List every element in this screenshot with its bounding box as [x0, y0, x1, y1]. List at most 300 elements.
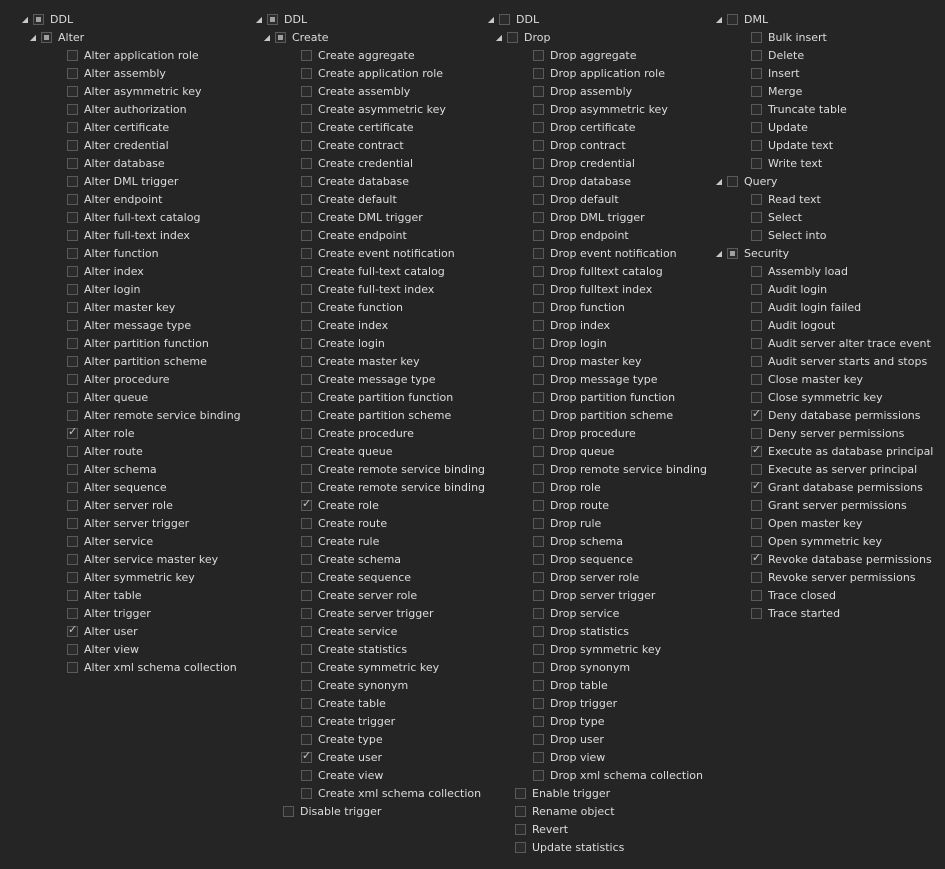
checkbox[interactable]	[751, 194, 762, 205]
tree-item[interactable]	[486, 496, 707, 514]
tree-item[interactable]	[20, 64, 241, 82]
tree-item[interactable]	[20, 640, 241, 658]
checkbox[interactable]	[727, 14, 738, 25]
checkbox[interactable]	[67, 608, 78, 619]
checkbox[interactable]	[515, 824, 526, 835]
checkbox[interactable]	[499, 14, 510, 25]
tree-item[interactable]	[486, 640, 707, 658]
tree-item[interactable]	[254, 640, 485, 658]
checkbox[interactable]	[67, 50, 78, 61]
tree-item[interactable]	[254, 550, 485, 568]
tree-item[interactable]	[486, 802, 707, 820]
checkbox[interactable]	[301, 158, 312, 169]
checkbox[interactable]	[533, 158, 544, 169]
checkbox[interactable]	[533, 248, 544, 259]
checkbox[interactable]	[533, 194, 544, 205]
tree-item[interactable]	[486, 730, 707, 748]
tree-item[interactable]	[714, 406, 933, 424]
checkbox[interactable]	[67, 500, 78, 511]
tree-item[interactable]	[254, 244, 485, 262]
checkbox[interactable]	[67, 410, 78, 421]
checkbox[interactable]	[67, 482, 78, 493]
tree-item[interactable]	[254, 316, 485, 334]
checkbox[interactable]	[533, 626, 544, 637]
tree-item[interactable]	[486, 370, 707, 388]
tree-item[interactable]	[486, 748, 707, 766]
checkbox[interactable]	[751, 212, 762, 223]
tree-item[interactable]	[486, 244, 707, 262]
tree-item[interactable]	[714, 46, 933, 64]
checkbox[interactable]	[533, 572, 544, 583]
checkbox[interactable]	[67, 374, 78, 385]
checkbox[interactable]	[301, 392, 312, 403]
tree-item[interactable]	[254, 676, 485, 694]
checkbox[interactable]	[67, 158, 78, 169]
tree-item[interactable]	[254, 532, 485, 550]
checkbox[interactable]	[515, 788, 526, 799]
tree-item[interactable]	[714, 100, 933, 118]
tree-item[interactable]	[20, 100, 241, 118]
checkbox[interactable]	[533, 770, 544, 781]
tree-item[interactable]	[714, 334, 933, 352]
checkbox[interactable]	[533, 482, 544, 493]
expand-triangle-icon[interactable]: ◢	[263, 32, 271, 42]
tree-item[interactable]	[20, 622, 241, 640]
checkbox[interactable]	[301, 230, 312, 241]
tree-item[interactable]	[254, 460, 485, 478]
tree-node-ddl[interactable]	[486, 10, 707, 28]
checkbox[interactable]	[533, 698, 544, 709]
checkbox-checked[interactable]	[67, 428, 78, 439]
tree-node-drop[interactable]	[486, 28, 707, 46]
checkbox[interactable]	[67, 122, 78, 133]
tree-item[interactable]	[20, 118, 241, 136]
tree-item[interactable]	[20, 226, 241, 244]
checkbox[interactable]	[283, 806, 294, 817]
checkbox[interactable]	[533, 212, 544, 223]
tree-item[interactable]	[20, 136, 241, 154]
tree-item[interactable]	[714, 550, 933, 568]
checkbox-checked[interactable]	[751, 410, 762, 421]
checkbox[interactable]	[533, 608, 544, 619]
tree-item[interactable]	[254, 406, 485, 424]
tree-item[interactable]	[20, 298, 241, 316]
checkbox[interactable]	[67, 446, 78, 457]
tree-item[interactable]	[254, 370, 485, 388]
expand-triangle-icon[interactable]: ◢	[715, 248, 723, 258]
tree-item[interactable]	[486, 712, 707, 730]
checkbox[interactable]	[67, 284, 78, 295]
checkbox[interactable]	[67, 662, 78, 673]
tree-item[interactable]	[254, 208, 485, 226]
tree-item[interactable]	[254, 82, 485, 100]
checkbox[interactable]	[533, 554, 544, 565]
tree-item[interactable]	[254, 658, 485, 676]
tree-item[interactable]	[254, 262, 485, 280]
expand-triangle-icon[interactable]: ◢	[495, 32, 503, 42]
tree-item[interactable]	[714, 496, 933, 514]
checkbox[interactable]	[533, 680, 544, 691]
checkbox[interactable]	[751, 518, 762, 529]
checkbox[interactable]	[533, 356, 544, 367]
tree-item[interactable]	[486, 424, 707, 442]
tree-item[interactable]	[20, 190, 241, 208]
checkbox[interactable]	[533, 50, 544, 61]
tree-item[interactable]	[254, 514, 485, 532]
tree-item[interactable]	[486, 586, 707, 604]
tree-item[interactable]	[254, 586, 485, 604]
checkbox[interactable]	[533, 122, 544, 133]
checkbox[interactable]	[301, 554, 312, 565]
checkbox[interactable]	[533, 230, 544, 241]
checkbox[interactable]	[301, 572, 312, 583]
checkbox[interactable]	[301, 680, 312, 691]
tree-item[interactable]	[20, 532, 241, 550]
tree-item[interactable]	[486, 172, 707, 190]
checkbox[interactable]	[751, 392, 762, 403]
checkbox[interactable]	[751, 266, 762, 277]
checkbox[interactable]	[533, 428, 544, 439]
checkbox[interactable]	[751, 230, 762, 241]
tree-item[interactable]	[254, 388, 485, 406]
checkbox[interactable]	[515, 806, 526, 817]
tree-item[interactable]	[486, 388, 707, 406]
checkbox[interactable]	[301, 374, 312, 385]
tree-item[interactable]	[254, 172, 485, 190]
checkbox[interactable]	[67, 212, 78, 223]
checkbox[interactable]	[67, 464, 78, 475]
tree-item[interactable]	[20, 172, 241, 190]
tree-item[interactable]	[486, 622, 707, 640]
tree-item[interactable]	[486, 46, 707, 64]
tree-item[interactable]	[714, 424, 933, 442]
tree-item[interactable]	[486, 298, 707, 316]
checkbox[interactable]	[533, 86, 544, 97]
tree-item[interactable]	[486, 226, 707, 244]
checkbox[interactable]	[301, 410, 312, 421]
checkbox[interactable]	[301, 86, 312, 97]
checkbox[interactable]	[751, 374, 762, 385]
checkbox[interactable]	[67, 194, 78, 205]
tree-item[interactable]	[486, 136, 707, 154]
tree-item[interactable]	[714, 82, 933, 100]
checkbox[interactable]	[751, 338, 762, 349]
checkbox[interactable]	[301, 482, 312, 493]
tree-item[interactable]	[714, 514, 933, 532]
checkbox[interactable]	[67, 230, 78, 241]
tree-item[interactable]	[254, 280, 485, 298]
checkbox[interactable]	[301, 428, 312, 439]
tree-item[interactable]	[20, 514, 241, 532]
checkbox-checked[interactable]	[301, 752, 312, 763]
tree-item[interactable]	[486, 406, 707, 424]
checkbox[interactable]	[751, 572, 762, 583]
checkbox[interactable]	[67, 266, 78, 277]
checkbox[interactable]	[67, 248, 78, 259]
checkbox[interactable]	[751, 104, 762, 115]
tree-item[interactable]	[714, 208, 933, 226]
tree-item[interactable]	[714, 262, 933, 280]
tree-item[interactable]	[714, 154, 933, 172]
tree-item[interactable]	[20, 46, 241, 64]
checkbox[interactable]	[533, 266, 544, 277]
tree-node-query[interactable]	[714, 172, 933, 190]
tree-item[interactable]	[714, 190, 933, 208]
checkbox[interactable]	[533, 104, 544, 115]
tree-item[interactable]	[714, 442, 933, 460]
checkbox[interactable]	[751, 68, 762, 79]
checkbox[interactable]	[727, 176, 738, 187]
tree-node-alter[interactable]	[20, 28, 241, 46]
checkbox[interactable]	[301, 140, 312, 151]
tree-item[interactable]	[254, 442, 485, 460]
tree-item[interactable]	[486, 676, 707, 694]
tree-item[interactable]	[714, 586, 933, 604]
tree-item[interactable]	[254, 712, 485, 730]
checkbox[interactable]	[301, 698, 312, 709]
tree-item[interactable]	[20, 82, 241, 100]
tree-item[interactable]	[254, 766, 485, 784]
checkbox[interactable]	[67, 518, 78, 529]
tree-item[interactable]	[486, 460, 707, 478]
tree-item[interactable]	[254, 64, 485, 82]
checkbox[interactable]	[301, 122, 312, 133]
tree-item[interactable]	[486, 694, 707, 712]
tree-item[interactable]	[714, 478, 933, 496]
tree-item[interactable]	[714, 280, 933, 298]
checkbox[interactable]	[301, 50, 312, 61]
tree-node-ddl[interactable]	[254, 10, 485, 28]
checkbox[interactable]	[533, 500, 544, 511]
checkbox-partial[interactable]	[41, 32, 52, 43]
tree-item[interactable]	[254, 622, 485, 640]
tree-item[interactable]	[486, 118, 707, 136]
checkbox[interactable]	[301, 788, 312, 799]
checkbox[interactable]	[533, 644, 544, 655]
tree-item[interactable]	[254, 298, 485, 316]
checkbox[interactable]	[533, 716, 544, 727]
checkbox[interactable]	[67, 320, 78, 331]
checkbox[interactable]	[301, 284, 312, 295]
expand-triangle-icon[interactable]: ◢	[487, 14, 495, 24]
tree-item[interactable]	[20, 478, 241, 496]
tree-item[interactable]	[714, 460, 933, 478]
checkbox[interactable]	[301, 248, 312, 259]
checkbox[interactable]	[533, 392, 544, 403]
tree-item[interactable]	[714, 604, 933, 622]
checkbox[interactable]	[301, 194, 312, 205]
tree-item[interactable]	[714, 136, 933, 154]
tree-item[interactable]	[486, 262, 707, 280]
tree-item[interactable]	[254, 784, 485, 802]
tree-item[interactable]	[486, 550, 707, 568]
checkbox[interactable]	[67, 68, 78, 79]
checkbox[interactable]	[751, 590, 762, 601]
tree-item[interactable]	[714, 28, 933, 46]
checkbox[interactable]	[301, 266, 312, 277]
tree-item[interactable]	[714, 532, 933, 550]
checkbox[interactable]	[301, 338, 312, 349]
tree-item[interactable]	[254, 802, 485, 820]
checkbox[interactable]	[751, 608, 762, 619]
checkbox-partial[interactable]	[33, 14, 44, 25]
checkbox[interactable]	[533, 734, 544, 745]
checkbox[interactable]	[751, 320, 762, 331]
checkbox[interactable]	[301, 464, 312, 475]
tree-item[interactable]	[714, 226, 933, 244]
tree-item[interactable]	[20, 154, 241, 172]
checkbox[interactable]	[301, 446, 312, 457]
checkbox-checked[interactable]	[67, 626, 78, 637]
checkbox[interactable]	[301, 68, 312, 79]
checkbox[interactable]	[301, 644, 312, 655]
tree-item[interactable]	[20, 496, 241, 514]
checkbox[interactable]	[751, 428, 762, 439]
checkbox[interactable]	[533, 176, 544, 187]
tree-item[interactable]	[20, 262, 241, 280]
tree-node-create[interactable]	[254, 28, 485, 46]
tree-item[interactable]	[486, 352, 707, 370]
checkbox[interactable]	[67, 104, 78, 115]
checkbox[interactable]	[67, 140, 78, 151]
checkbox[interactable]	[751, 50, 762, 61]
checkbox[interactable]	[751, 32, 762, 43]
tree-item[interactable]	[486, 658, 707, 676]
checkbox[interactable]	[533, 590, 544, 601]
tree-item[interactable]	[486, 82, 707, 100]
checkbox[interactable]	[67, 86, 78, 97]
checkbox[interactable]	[751, 284, 762, 295]
tree-item[interactable]	[486, 64, 707, 82]
checkbox[interactable]	[301, 212, 312, 223]
checkbox[interactable]	[533, 320, 544, 331]
checkbox[interactable]	[67, 554, 78, 565]
tree-item[interactable]	[20, 424, 241, 442]
tree-item[interactable]	[714, 568, 933, 586]
tree-item[interactable]	[254, 100, 485, 118]
tree-item[interactable]	[20, 280, 241, 298]
tree-item[interactable]	[254, 334, 485, 352]
tree-item[interactable]	[20, 406, 241, 424]
tree-item[interactable]	[486, 280, 707, 298]
checkbox[interactable]	[301, 626, 312, 637]
checkbox[interactable]	[533, 374, 544, 385]
checkbox[interactable]	[533, 338, 544, 349]
tree-item[interactable]	[714, 352, 933, 370]
tree-item[interactable]	[20, 442, 241, 460]
tree-item[interactable]	[254, 352, 485, 370]
checkbox[interactable]	[301, 608, 312, 619]
tree-item[interactable]	[254, 568, 485, 586]
tree-item[interactable]	[486, 766, 707, 784]
checkbox[interactable]	[533, 752, 544, 763]
checkbox[interactable]	[507, 32, 518, 43]
tree-item[interactable]	[20, 352, 241, 370]
checkbox[interactable]	[301, 662, 312, 673]
checkbox[interactable]	[67, 176, 78, 187]
checkbox[interactable]	[533, 662, 544, 673]
tree-item[interactable]	[486, 316, 707, 334]
expand-triangle-icon[interactable]: ◢	[255, 14, 263, 24]
tree-item[interactable]	[486, 100, 707, 118]
checkbox-checked[interactable]	[751, 446, 762, 457]
expand-triangle-icon[interactable]: ◢	[21, 14, 29, 24]
checkbox[interactable]	[67, 392, 78, 403]
checkbox[interactable]	[533, 140, 544, 151]
tree-item[interactable]	[486, 334, 707, 352]
checkbox[interactable]	[533, 464, 544, 475]
checkbox[interactable]	[515, 842, 526, 853]
checkbox-checked[interactable]	[751, 482, 762, 493]
tree-item[interactable]	[486, 784, 707, 802]
tree-item[interactable]	[714, 64, 933, 82]
checkbox[interactable]	[751, 122, 762, 133]
checkbox[interactable]	[301, 176, 312, 187]
tree-item[interactable]	[20, 316, 241, 334]
tree-item[interactable]	[254, 604, 485, 622]
tree-item[interactable]	[486, 532, 707, 550]
checkbox[interactable]	[67, 590, 78, 601]
tree-item[interactable]	[254, 46, 485, 64]
checkbox[interactable]	[751, 86, 762, 97]
checkbox[interactable]	[533, 68, 544, 79]
checkbox[interactable]	[67, 536, 78, 547]
tree-item[interactable]	[714, 316, 933, 334]
tree-item[interactable]	[20, 550, 241, 568]
tree-item[interactable]	[714, 388, 933, 406]
checkbox[interactable]	[301, 302, 312, 313]
tree-item[interactable]	[20, 334, 241, 352]
tree-item[interactable]	[254, 478, 485, 496]
tree-item[interactable]	[254, 136, 485, 154]
checkbox[interactable]	[751, 158, 762, 169]
tree-item[interactable]	[714, 298, 933, 316]
tree-item[interactable]	[20, 658, 241, 676]
checkbox[interactable]	[751, 140, 762, 151]
checkbox[interactable]	[301, 734, 312, 745]
checkbox[interactable]	[751, 500, 762, 511]
checkbox-checked[interactable]	[301, 500, 312, 511]
tree-item[interactable]	[254, 118, 485, 136]
checkbox[interactable]	[67, 302, 78, 313]
tree-item[interactable]	[486, 478, 707, 496]
checkbox[interactable]	[751, 464, 762, 475]
checkbox-partial[interactable]	[267, 14, 278, 25]
tree-item[interactable]	[20, 568, 241, 586]
checkbox[interactable]	[301, 536, 312, 547]
checkbox[interactable]	[533, 536, 544, 547]
tree-node-ddl[interactable]	[20, 10, 241, 28]
checkbox[interactable]	[533, 284, 544, 295]
checkbox[interactable]	[751, 536, 762, 547]
tree-item[interactable]	[20, 604, 241, 622]
tree-item[interactable]	[486, 190, 707, 208]
checkbox[interactable]	[301, 104, 312, 115]
checkbox[interactable]	[67, 338, 78, 349]
checkbox[interactable]	[301, 590, 312, 601]
tree-item[interactable]	[486, 568, 707, 586]
tree-item[interactable]	[486, 442, 707, 460]
checkbox[interactable]	[67, 572, 78, 583]
checkbox[interactable]	[301, 356, 312, 367]
checkbox[interactable]	[533, 410, 544, 421]
tree-node-dml[interactable]	[714, 10, 933, 28]
tree-item[interactable]	[20, 208, 241, 226]
tree-item[interactable]	[20, 586, 241, 604]
expand-triangle-icon[interactable]: ◢	[29, 32, 37, 42]
tree-item[interactable]	[486, 154, 707, 172]
checkbox[interactable]	[301, 320, 312, 331]
